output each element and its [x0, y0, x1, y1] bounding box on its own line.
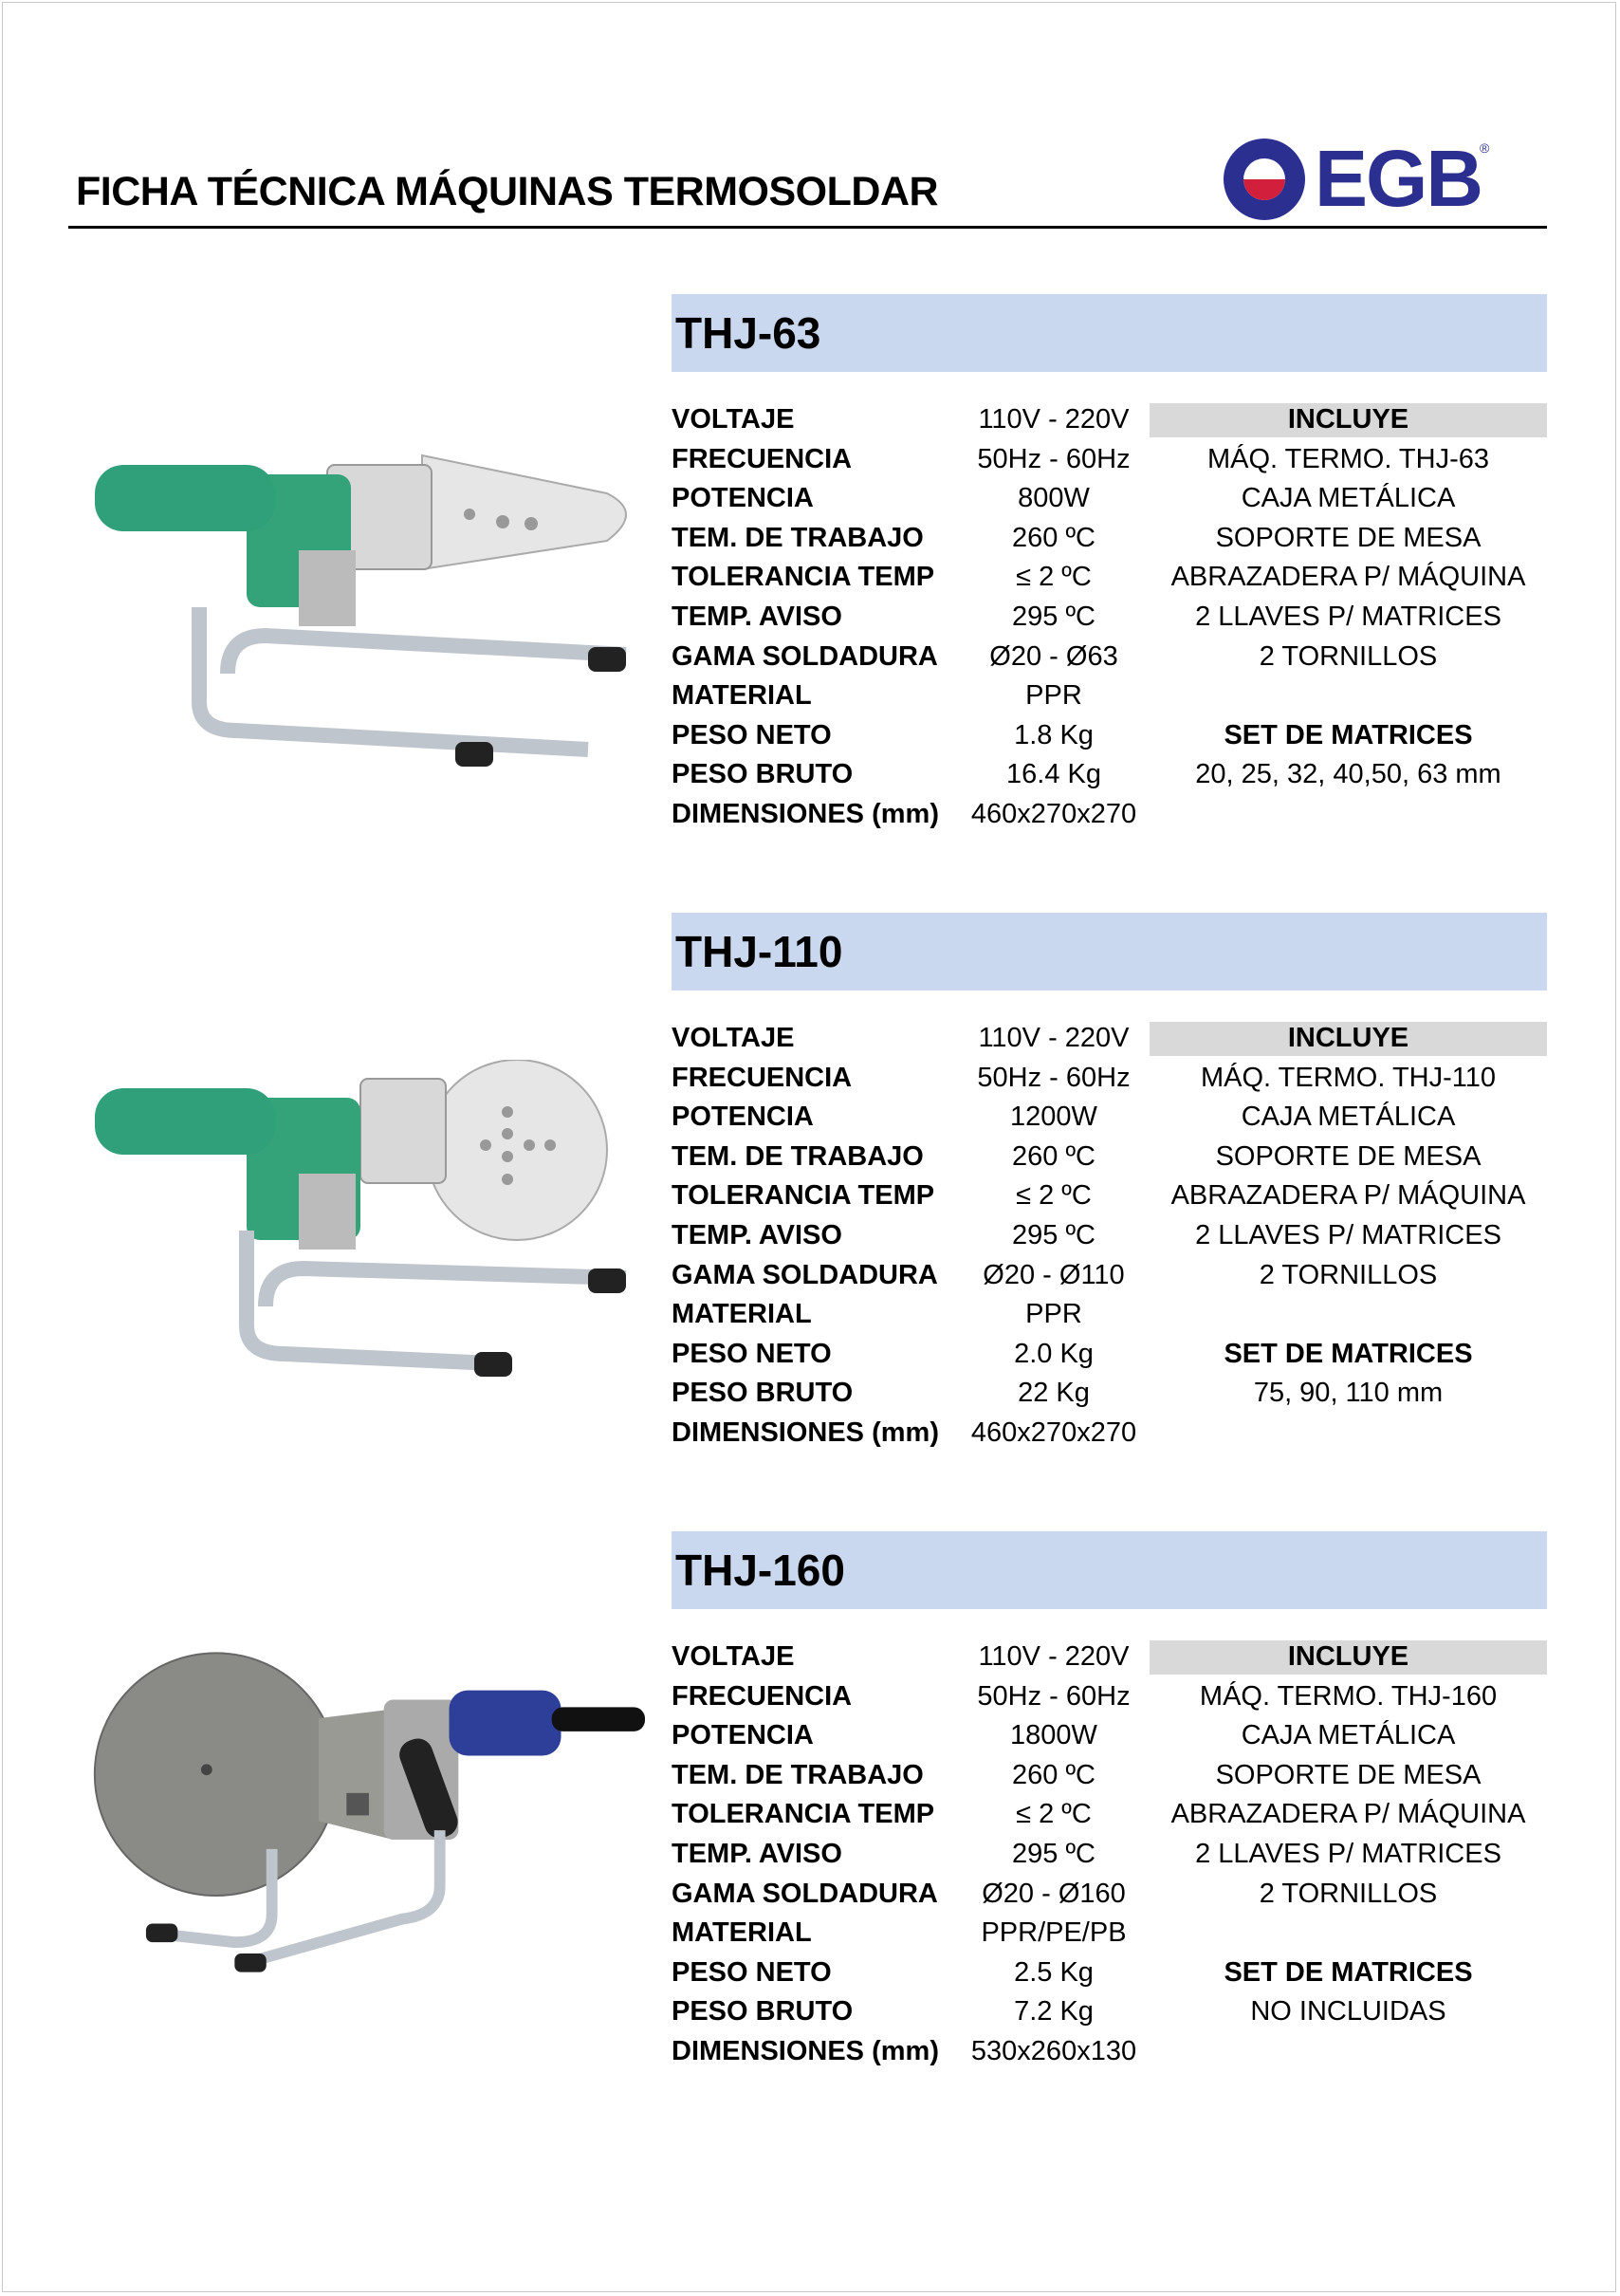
includes-item: ABRAZADERA P/ MÁQUINA [1170, 1180, 1526, 1211]
model-name: THJ-110 [675, 927, 843, 976]
spec-label: PESO BRUTO [672, 759, 854, 789]
spec-label: TEM. DE TRABAJO [672, 523, 924, 553]
logo-registered: ® [1480, 140, 1490, 156]
includes-item: SOPORTE DE MESA [1215, 1760, 1482, 1790]
spec-label: PESO NETO [672, 1339, 832, 1369]
includes-item: 2 LLAVES P/ MATRICES [1195, 1220, 1501, 1250]
includes-item: CAJA METÁLICA [1241, 1720, 1456, 1750]
includes-header: INCLUYE [1287, 404, 1409, 435]
spec-value-dimensiones: 460x270x270 [970, 799, 1137, 829]
spec-value-dimensiones: 530x260x130 [970, 2036, 1137, 2066]
spec-value-frecuencia: 50Hz - 60Hz [977, 1063, 1131, 1093]
spec-label: MATERIAL [672, 680, 812, 711]
includes-header: INCLUYE [1287, 1641, 1409, 1672]
includes-header: INCLUYE [1287, 1023, 1409, 1053]
spec-value-voltaje: 110V - 220V [978, 404, 1130, 435]
spec-label: MATERIAL [672, 1299, 812, 1329]
matrices-header: SET DE MATRICES [1224, 720, 1473, 750]
spec-label: VOLTAJE [672, 1023, 795, 1053]
spec-label: FRECUENCIA [672, 1681, 853, 1712]
spec-label: PESO NETO [672, 1957, 832, 1988]
spec-label: VOLTAJE [672, 1641, 795, 1672]
spec-value-temp-aviso: 295 ºC [1012, 602, 1095, 632]
matrices-value: NO INCLUIDAS [1250, 1996, 1446, 2027]
spec-label: PESO BRUTO [672, 1996, 854, 2027]
includes-item: 2 TORNILLOS [1259, 1260, 1438, 1290]
product-section-thj-110 [0, 913, 1620, 1482]
spec-label: TEMP. AVISO [672, 1220, 842, 1250]
green-welder-oval-plate-icon [95, 436, 654, 816]
spec-label: GAMA SOLDADURA [672, 1260, 938, 1290]
includes-item: ABRAZADERA P/ MÁQUINA [1170, 562, 1526, 592]
includes-item: ABRAZADERA P/ MÁQUINA [1170, 1799, 1526, 1829]
spec-label: POTENCIA [672, 483, 814, 513]
spec-label: PESO BRUTO [672, 1378, 854, 1408]
green-welder-round-plate-icon [95, 1060, 654, 1439]
title-rule [68, 226, 1547, 229]
spec-value-gama: Ø20 - Ø63 [989, 641, 1118, 672]
spec-value-voltaje: 110V - 220V [978, 1023, 1130, 1053]
spec-value-material: PPR [1025, 680, 1082, 711]
egb-logo [1220, 133, 1495, 224]
spec-label: DIMENSIONES (mm) [672, 2036, 939, 2066]
blue-welder-large-plate-icon [85, 1650, 645, 2029]
page-title: FICHA TÉCNICA MÁQUINAS TERMOSOLDAR [76, 169, 939, 214]
spec-value-peso-neto: 1.8 Kg [1014, 720, 1094, 750]
spec-label: GAMA SOLDADURA [672, 1879, 938, 1909]
includes-item: MÁQ. TERMO. THJ-160 [1199, 1681, 1498, 1712]
spec-label: TEM. DE TRABAJO [672, 1141, 924, 1172]
matrices-value: 75, 90, 110 mm [1253, 1378, 1444, 1408]
spec-value-tolerancia: ≤ 2 ºC [1016, 1799, 1092, 1829]
spec-value-gama: Ø20 - Ø110 [983, 1260, 1125, 1290]
includes-item: MÁQ. TERMO. THJ-110 [1201, 1063, 1496, 1093]
logo-mark-icon [1224, 139, 1305, 220]
matrices-header: SET DE MATRICES [1224, 1339, 1473, 1369]
spec-label: DIMENSIONES (mm) [672, 799, 939, 829]
includes-item: 2 LLAVES P/ MATRICES [1195, 1839, 1501, 1869]
includes-item: 2 LLAVES P/ MATRICES [1195, 602, 1501, 632]
product-section-thj-160 [0, 1531, 1620, 2101]
model-name: THJ-160 [675, 1546, 845, 1595]
spec-label: TOLERANCIA TEMP [672, 1180, 935, 1211]
spec-label: VOLTAJE [672, 404, 795, 435]
spec-label: DIMENSIONES (mm) [672, 1417, 939, 1448]
includes-item: 2 TORNILLOS [1259, 641, 1438, 672]
spec-value-potencia: 800W [1018, 483, 1090, 513]
spec-value-material: PPR [1025, 1299, 1082, 1329]
matrices-value: 20, 25, 32, 40,50, 63 mm [1195, 759, 1501, 789]
includes-item: SOPORTE DE MESA [1215, 523, 1482, 553]
spec-label: POTENCIA [672, 1102, 814, 1132]
spec-value-voltaje: 110V - 220V [978, 1641, 1130, 1672]
spec-value-tem-trabajo: 260 ºC [1012, 1141, 1095, 1172]
spec-value-tolerancia: ≤ 2 ºC [1016, 1180, 1092, 1211]
spec-label: FRECUENCIA [672, 1063, 853, 1093]
spec-label: POTENCIA [672, 1720, 814, 1750]
spec-value-temp-aviso: 295 ºC [1012, 1839, 1095, 1869]
spec-label: GAMA SOLDADURA [672, 641, 938, 672]
spec-label: TEM. DE TRABAJO [672, 1760, 924, 1790]
spec-value-peso-bruto: 7.2 Kg [1014, 1996, 1094, 2027]
spec-value-potencia: 1200W [1010, 1102, 1097, 1132]
spec-label: TEMP. AVISO [672, 1839, 842, 1869]
spec-value-tem-trabajo: 260 ºC [1012, 523, 1095, 553]
spec-value-tolerancia: ≤ 2 ºC [1016, 562, 1092, 592]
spec-value-gama: Ø20 - Ø160 [982, 1879, 1126, 1909]
includes-item: SOPORTE DE MESA [1215, 1141, 1482, 1172]
spec-label: TOLERANCIA TEMP [672, 1799, 935, 1829]
spec-label: TEMP. AVISO [672, 602, 842, 632]
spec-label: TOLERANCIA TEMP [672, 562, 935, 592]
includes-item: MÁQ. TERMO. THJ-63 [1206, 444, 1490, 474]
spec-value-frecuencia: 50Hz - 60Hz [977, 444, 1131, 474]
matrices-header: SET DE MATRICES [1224, 1957, 1473, 1988]
spec-value-potencia: 1800W [1010, 1720, 1097, 1750]
includes-item: CAJA METÁLICA [1241, 1102, 1456, 1132]
spec-value-tem-trabajo: 260 ºC [1012, 1760, 1095, 1790]
includes-item: CAJA METÁLICA [1241, 483, 1456, 513]
spec-value-peso-bruto: 22 Kg [1018, 1378, 1090, 1408]
spec-value-dimensiones: 460x270x270 [970, 1417, 1137, 1448]
spec-value-peso-neto: 2.5 Kg [1014, 1957, 1094, 1988]
spec-value-temp-aviso: 295 ºC [1012, 1220, 1095, 1250]
model-name: THJ-63 [675, 308, 821, 358]
spec-label: FRECUENCIA [672, 444, 853, 474]
product-section-thj-63 [0, 294, 1620, 863]
spec-label: MATERIAL [672, 1917, 812, 1948]
includes-item: 2 TORNILLOS [1259, 1879, 1438, 1909]
spec-value-material: PPR/PE/PB [981, 1917, 1127, 1948]
spec-value-frecuencia: 50Hz - 60Hz [977, 1681, 1131, 1712]
spec-value-peso-neto: 2.0 Kg [1014, 1339, 1094, 1369]
logo-text: EGB [1315, 134, 1482, 223]
spec-value-peso-bruto: 16.4 Kg [1006, 759, 1101, 789]
spec-label: PESO NETO [672, 720, 832, 750]
